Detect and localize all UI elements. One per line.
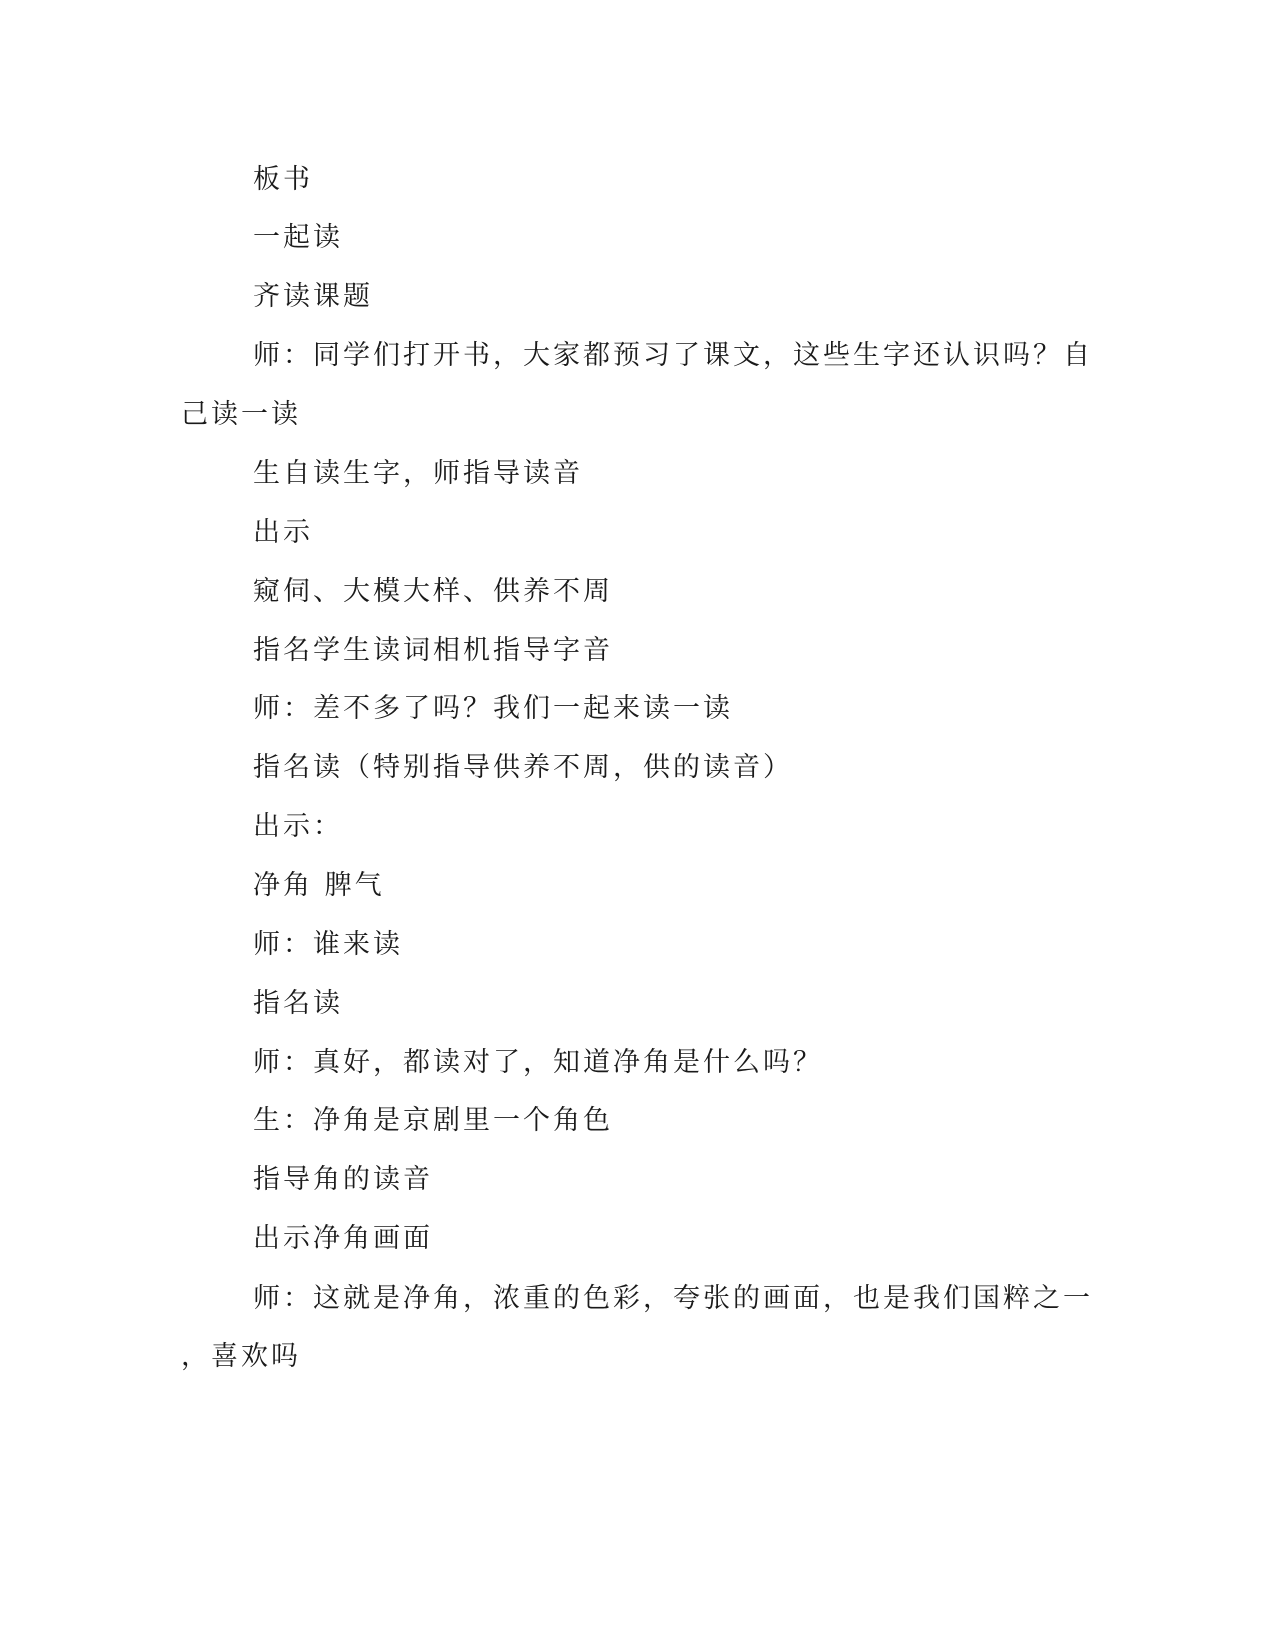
text-line: 齐读课题	[253, 281, 373, 312]
text-line: 出示：	[253, 811, 343, 842]
text-line: 出示净角画面	[253, 1223, 433, 1254]
text-line: ，喜欢吗	[181, 1341, 301, 1372]
text-line: 生：净角是京剧里一个角色	[253, 1105, 613, 1136]
text-line: 出示	[253, 517, 313, 548]
text-line: 师：这就是净角，浓重的色彩，夸张的画面，也是我们国粹之一	[253, 1283, 1093, 1314]
text-line: 师：差不多了吗？我们一起来读一读	[253, 693, 733, 724]
text-line: 指导角的读音	[253, 1164, 433, 1195]
text-line: 己读一读	[181, 399, 301, 430]
text-line: 指名读	[253, 988, 343, 1019]
text-line: 净角 脾气	[253, 870, 385, 901]
text-line: 师：同学们打开书，大家都预习了课文，这些生字还认识吗？自	[253, 340, 1093, 371]
text-line: 指名学生读词相机指导字音	[253, 635, 613, 666]
text-line: 生自读生字，师指导读音	[253, 458, 583, 489]
text-line: 一起读	[253, 222, 343, 253]
text-line: 板书	[253, 164, 313, 195]
text-line: 师：谁来读	[253, 929, 403, 960]
text-line: 师：真好，都读对了，知道净角是什么吗？	[253, 1047, 823, 1078]
text-line: 窥伺、大模大样、供养不周	[253, 576, 613, 607]
text-line: 指名读（特别指导供养不周，供的读音）	[253, 752, 793, 783]
